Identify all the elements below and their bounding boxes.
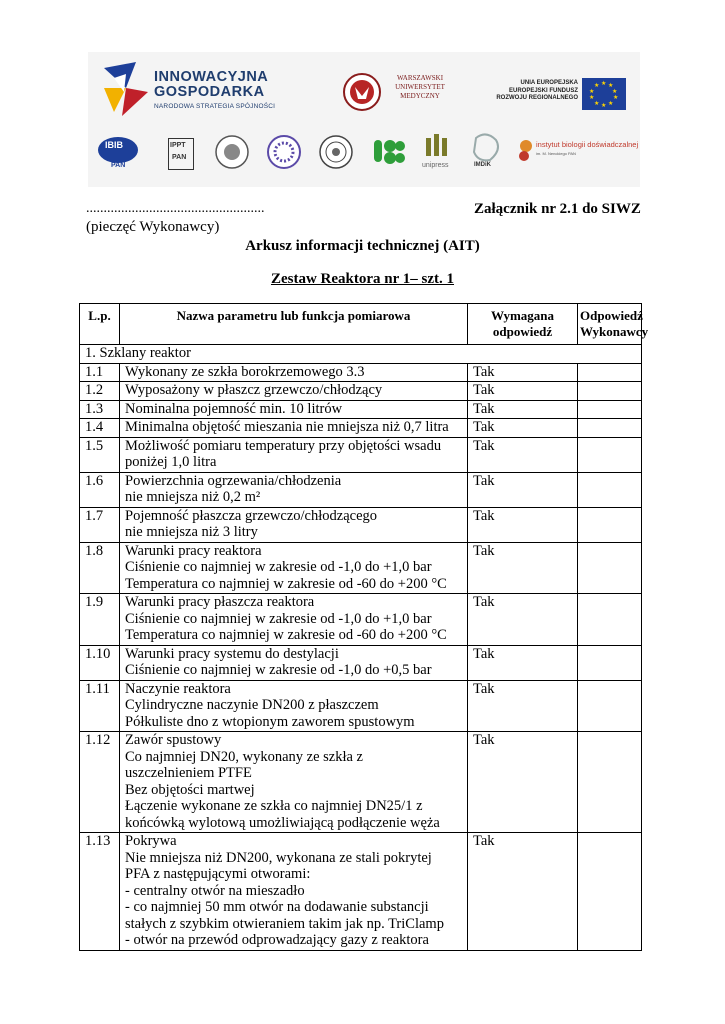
row-parameter-line: Wyposażony w płaszcz grzewczo/chłodzący (125, 382, 383, 398)
ue-line1: UNIA EUROPEJSKA (520, 80, 578, 86)
instytut-biologii-sub: im. M. Nenckiego PAN (536, 151, 576, 156)
unipress-logo (418, 132, 458, 174)
row-parameter-line: Minimalna objętość mieszania nie mniejsza niż 0,7 litra (125, 419, 449, 435)
wum-logo (342, 72, 462, 112)
row-parameter (120, 732, 468, 833)
section-row (80, 345, 642, 364)
row-required-answer: Tak (468, 472, 578, 507)
instytut-biologii-label: instytut biologii doświadczalnej (536, 140, 639, 149)
grey-seal-icon (318, 132, 354, 172)
section-label: 1. Szklany reaktor (80, 345, 642, 364)
row-required-answer: Tak (468, 732, 578, 833)
row-parameter (120, 680, 468, 732)
row-parameter-line: Warunki pracy płaszcza reaktora (125, 594, 315, 610)
row-parameter-line: Warunki pracy reaktora (125, 542, 262, 559)
row-lp: 1.7 (80, 507, 120, 542)
table-row (80, 833, 642, 951)
row-lp: 1.13 (80, 833, 120, 951)
stamp-dots: ................................................... (86, 201, 265, 216)
page-title: Arkusz informacji technicznej (AIT) (245, 238, 480, 254)
col-odpowiedz: Odpowiedź Wykonawcy (578, 304, 642, 345)
imdik-mark-icon (468, 132, 506, 164)
row-parameter-line: końcówką wylotową umożliwiającą podłączenie węża (125, 814, 440, 831)
table-row (80, 507, 642, 542)
row-parameter (120, 594, 468, 646)
row-parameter-line: nie mniejsza niż 0,2 m² (125, 489, 261, 505)
row-required-answer: Tak (468, 419, 578, 438)
ue-line2: EUROPEJSKI FUNDUSZ (508, 87, 578, 94)
row-lp: 1.10 (80, 645, 120, 680)
row-lp: 1.12 (80, 732, 120, 833)
row-parameter-line: Zawór spustowy (125, 732, 222, 748)
row-parameter (120, 419, 468, 438)
row-contractor-answer[interactable] (578, 594, 642, 646)
row-required-answer: Tak (468, 507, 578, 542)
row-parameter-line: Temperatura co najmniej w zakresie od -60 do +200 °C (125, 627, 447, 643)
row-contractor-answer[interactable] (578, 542, 642, 594)
row-parameter-line: Pokrywa (125, 833, 177, 849)
col-wymagana: Wymagana odpowiedź (468, 304, 578, 345)
row-required-answer: Tak (468, 594, 578, 646)
row-required-answer: Tak (468, 645, 578, 680)
row-parameter-line: uszczelnieniem PTFE (125, 765, 252, 781)
unipress-mark-icon (418, 132, 458, 162)
unipress-label: unipress (422, 162, 449, 169)
row-lp: 1.11 (80, 680, 120, 732)
green-blocks-icon (372, 132, 406, 172)
row-lp: 1.4 (80, 419, 120, 438)
row-lp: 1.8 (80, 542, 120, 594)
row-parameter (120, 400, 468, 419)
row-contractor-answer[interactable] (578, 507, 642, 542)
pieczec-label: (pieczęć Wykonawcy) (86, 219, 220, 235)
innowacyjna-subtitle: NARODOWA STRATEGIA SPÓJNOŚCI (154, 103, 276, 110)
row-parameter-line: Półkuliste dno z wtopionym zaworem spustowym (125, 713, 415, 730)
row-parameter-line: Powierzchnia ogrzewania/chłodzenia (125, 472, 342, 489)
row-contractor-answer[interactable] (578, 437, 642, 472)
row-lp: 1.6 (80, 472, 120, 507)
table-row (80, 645, 642, 680)
row-required-answer: Tak (468, 400, 578, 419)
row-parameter (120, 363, 468, 382)
instytut-biologii-logo (516, 132, 640, 174)
row-parameter-line: Warunki pracy systemu do destylacji (125, 645, 339, 662)
violet-seal-logo (266, 132, 302, 174)
row-parameter-line: Nominalna pojemność min. 10 litrów (125, 400, 343, 417)
row-parameter (120, 382, 468, 401)
row-parameter-line: PFA z następującymi otworami: (125, 866, 311, 882)
col-nazwa: Nazwa parametru lub funkcja pomiarowa (120, 304, 468, 345)
ibib-pan-logo (96, 132, 140, 174)
row-contractor-answer[interactable] (578, 400, 642, 419)
ibib-label: IBIB (105, 140, 123, 150)
violet-seal-icon (266, 132, 302, 172)
table-row (80, 732, 642, 833)
row-lp: 1.2 (80, 382, 120, 401)
row-lp: 1.5 (80, 437, 120, 472)
row-required-answer: Tak (468, 833, 578, 951)
wum-line3: MEDYCZNY (400, 92, 440, 100)
zalacznik-label: Załącznik nr 2.1 do SIWZ (474, 201, 641, 217)
table-row (80, 400, 642, 419)
row-contractor-answer[interactable] (578, 645, 642, 680)
row-contractor-answer[interactable] (578, 472, 642, 507)
row-parameter (120, 437, 468, 472)
row-parameter (120, 833, 468, 951)
innowacyjna-gospodarka-logo (96, 58, 296, 120)
innowacyjna-line1: INNOWACYJNA (154, 69, 269, 85)
innowacyjna-star-icon (96, 58, 152, 118)
green-dots-logo (372, 132, 406, 174)
ibib-pan-label: PAN (111, 162, 126, 169)
row-contractor-answer[interactable] (578, 382, 642, 401)
row-parameter-line: stałych z szybkim otwieraniem takim jak np. TriClamp (125, 915, 444, 932)
row-lp: 1.1 (80, 363, 120, 382)
page-subtitle: Zestaw Reaktora nr 1– szt. 1 (270, 271, 455, 287)
ippt-pan-label: PAN (172, 154, 187, 161)
grey-seal-logo (318, 132, 354, 174)
table-row (80, 363, 642, 382)
row-contractor-answer[interactable] (578, 732, 642, 833)
row-parameter-line: Możliwość pomiaru temperatury przy objętości wsadu (125, 437, 442, 454)
table-row (80, 594, 642, 646)
row-required-answer: Tak (468, 680, 578, 732)
eu-flag-icon: ★ ★ ★ ★ ★ ★ ★ ★ ★ ★ (582, 78, 626, 110)
col-lp: L.p. (80, 304, 120, 345)
ippt-pan-logo (168, 132, 194, 174)
row-parameter (120, 507, 468, 542)
row-contractor-answer[interactable] (578, 680, 642, 732)
innowacyjna-line2: GOSPODARKA (154, 84, 265, 100)
row-parameter-line: nie mniejsza niż 3 litry (125, 524, 258, 540)
row-parameter-line: - co najmniej 50 mm otwór na dodawanie substancji (125, 899, 429, 915)
row-contractor-answer[interactable] (578, 363, 642, 382)
row-contractor-answer[interactable] (578, 833, 642, 951)
row-parameter (120, 542, 468, 594)
table-row (80, 382, 642, 401)
wum-line2: UNIWERSYTET (395, 83, 445, 91)
row-required-answer: Tak (468, 363, 578, 382)
row-parameter-line: - otwór na przewód odprowadzający gazy z reaktora (125, 932, 429, 948)
row-parameter-line: Ciśnienie co najmniej w zakresie od -1,0 do +1,0 bar (125, 610, 432, 627)
imdik-label: IMDiK (474, 162, 491, 168)
uw-seal-logo (214, 132, 250, 174)
table-row (80, 437, 642, 472)
wum-line1: WARSZAWSKI (396, 74, 444, 82)
row-parameter-line: Wykonany ze szkła borokrzemowego 3.3 (125, 363, 365, 380)
row-parameter-line: Co najmniej DN20, wykonany ze szkła z (125, 748, 363, 765)
table-row (80, 419, 642, 438)
wum-eagle-icon (342, 72, 384, 112)
instytut-leaf-icon (516, 136, 536, 166)
imdik-logo (468, 132, 506, 174)
table-header-row (80, 304, 642, 345)
ippt-label: IPPT (170, 142, 186, 149)
row-required-answer: Tak (468, 542, 578, 594)
row-parameter-line: Łączenie wykonane ze szkła co najmniej DN25/1 z (125, 798, 423, 814)
ue-logo (478, 78, 628, 114)
row-parameter-line: poniżej 1,0 litra (125, 454, 217, 470)
row-required-answer: Tak (468, 382, 578, 401)
row-parameter (120, 472, 468, 507)
row-lp: 1.9 (80, 594, 120, 646)
row-required-answer: Tak (468, 437, 578, 472)
row-parameter-line: Nie mniejsza niż DN200, wykonana ze stali pokrytej (125, 849, 432, 866)
table-row (80, 472, 642, 507)
uw-seal-icon (214, 132, 250, 172)
row-parameter-line: Cylindryczne naczynie DN200 z płaszczem (125, 697, 379, 713)
row-lp: 1.3 (80, 400, 120, 419)
table-row (80, 542, 642, 594)
table-row (80, 680, 642, 732)
row-parameter-line: Naczynie reaktora (125, 680, 231, 697)
row-parameter-line: Bez objętości martwej (125, 781, 255, 798)
row-parameter (120, 645, 468, 680)
row-parameter-line: Ciśnienie co najmniej w zakresie od -1,0 do +1,0 bar (125, 559, 432, 575)
row-contractor-answer[interactable] (578, 419, 642, 438)
row-parameter-line: Temperatura co najmniej w zakresie od -60 do +200 °C (125, 575, 447, 592)
spec-table (79, 303, 649, 951)
row-parameter-line: Ciśnienie co najmniej w zakresie od -1,0 do +0,5 bar (125, 662, 432, 678)
ue-line3: ROZWOJU REGIONALNEGO (496, 95, 578, 101)
row-parameter-line: Pojemność płaszcza grzewczo/chłodzącego (125, 507, 378, 524)
row-parameter-line: - centralny otwór na mieszadło (125, 882, 305, 899)
